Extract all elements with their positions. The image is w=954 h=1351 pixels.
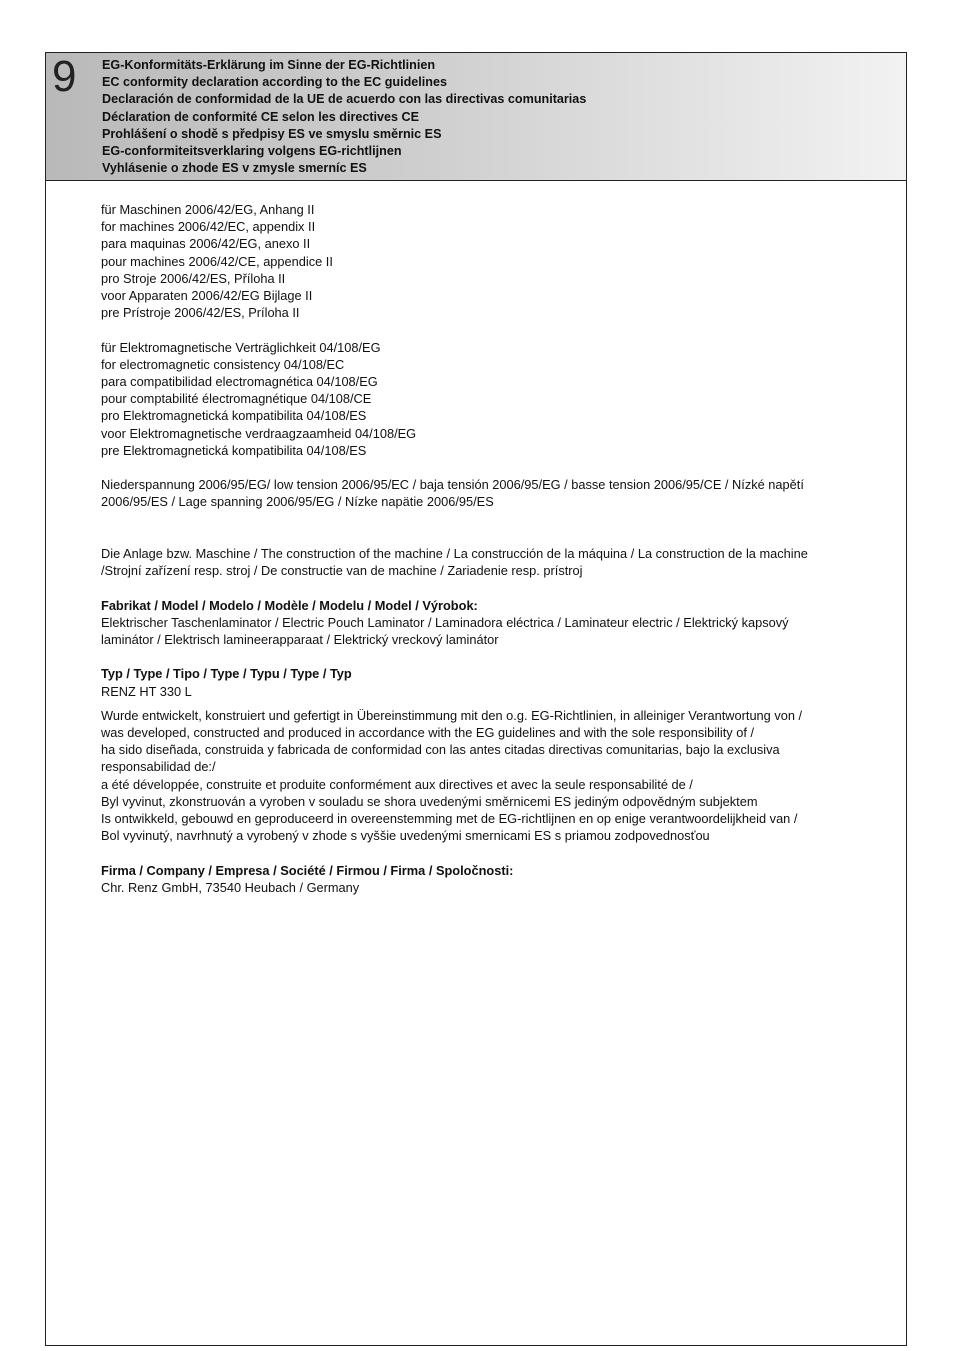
section-headings (102, 57, 586, 177)
emc-line: for electromagnetic consistency 04/108/EC (101, 356, 345, 372)
emc-directive-block (101, 339, 901, 459)
developed-block (101, 707, 901, 845)
emc-line: voor Elektromagnetische verdraagzaamheid 04/108/EG (101, 425, 417, 441)
machines-line: for machines 2006/42/EC, appendix II (101, 219, 316, 235)
machines-line: für Maschinen 2006/42/EG, Anhang II (101, 202, 315, 217)
developed-line: Byl vyvinut, zkonstruován a vyroben v souladu se shora uvedenými směrnicemi ES jediným odpovědným subjektem (101, 793, 758, 809)
developed-line: Is ontwikkeld, gebouwd en geproduceerd in overeenstemming met de EG-richtlijnen en op enige verantwoordelijkheid van / (101, 811, 798, 827)
company-label: Firma / Company / Empresa / Société / Firmou / Firma / Spoločnosti: (101, 862, 514, 878)
machines-line: para maquinas 2006/42/EG, anexo II (101, 236, 311, 252)
construction-line: /Strojní zařízení resp. stroj / De constructie van de machine / Zariadenie resp. prístroj (101, 563, 583, 579)
emc-line: pre Elektromagnetická kompatibilita 04/108/ES (101, 442, 367, 458)
type-block (101, 665, 901, 699)
section-header (46, 53, 906, 181)
type-value: RENZ HT 330 L (101, 683, 192, 699)
developed-line: ha sido diseñada, construida y fabricada de conformidad con las antes citadas directivas comunitarias, bajo la exclusiva (101, 742, 780, 758)
company-value: Chr. Renz GmbH, 73540 Heubach / Germany (101, 879, 360, 895)
developed-line: responsabilidad de:/ (101, 759, 216, 775)
section-number: 9 (52, 52, 77, 101)
product-block (101, 597, 901, 649)
declaration-body (101, 201, 901, 896)
product-line: laminátor / Elektrisch lamineerapparaat / Elektrický vreckový laminátor (101, 632, 499, 647)
low-voltage-line: Niederspannung 2006/95/EG/ low tension 2006/95/EC / baja tensión 2006/95/EG / basse tension 2006/95/CE / Nízké napětí (101, 477, 804, 493)
type-label: Typ / Type / Tipo / Type / Typu / Type / Typ (101, 666, 352, 682)
construction-line: Die Anlage bzw. Maschine / The construction of the machine / La construcción de la máquina / La construction de la machine (101, 546, 808, 561)
emc-line: para compatibilidad electromagnética 04/108/EG (101, 374, 378, 390)
low-voltage-line: 2006/95/ES / Lage spanning 2006/95/EG / Nízke napätie 2006/95/ES (101, 494, 494, 510)
machines-directive-block (101, 201, 901, 321)
heading-de: EG-Konformitäts-Erklärung im Sinne der EG-Richtlinien (102, 58, 436, 72)
heading-es: Declaración de conformidad de la UE de acuerdo con las directivas comunitarias (102, 92, 587, 107)
heading-sk: Vyhlásenie o zhode ES v zmysle smerníc ES (102, 161, 367, 176)
machines-line: voor Apparaten 2006/42/EG Bijlage II (101, 288, 313, 304)
emc-line: für Elektromagnetische Verträglichkeit 04/108/EG (101, 339, 381, 355)
developed-line: was developed, constructed and produced in accordance with the EG guidelines and with the sole responsibility of / (101, 725, 755, 740)
heading-nl: EG-conformiteitsverklaring volgens EG-richtlijnen (102, 144, 402, 159)
emc-line: pour comptabilité électromagnétique 04/108/CE (101, 391, 372, 407)
heading-fr: Déclaration de conformité CE selon les directives CE (102, 109, 420, 124)
product-line: Elektrischer Taschenlaminator / Electric Pouch Laminator / Laminadora eléctrica / Laminateur electric / Elektrický kapsový (101, 614, 789, 630)
low-voltage-block (101, 476, 901, 510)
construction-block (101, 545, 901, 579)
emc-line: pro Elektromagnetická kompatibilita 04/108/ES (101, 408, 367, 424)
product-label: Fabrikat / Model / Modelo / Modèle / Modelu / Model / Výrobok: (101, 597, 478, 613)
company-block (101, 862, 901, 896)
machines-line: pour machines 2006/42/CE, appendice II (101, 253, 333, 269)
developed-line: Bol vyvinutý, navrhnutý a vyrobený v zhode s vyššie uvedenými smernicami ES s priamou zodpovednosťou (101, 828, 710, 844)
developed-line: a été développée, construite et produite conformément aux directives et avec la seule responsabilité de / (101, 776, 693, 792)
heading-cs: Prohlášení o shodě s předpisy ES ve smyslu směrnic ES (102, 126, 442, 141)
machines-line: pre Prístroje 2006/42/ES, Príloha II (101, 305, 300, 321)
machines-line: pro Stroje 2006/42/ES, Příloha II (101, 270, 286, 286)
developed-line: Wurde entwickelt, konstruiert und gefertigt in Übereinstimmung mit den o.g. EG-Richtlinien, in alleiniger Verantwortung von / (101, 707, 803, 723)
heading-en: EC conformity declaration according to the EC guidelines (102, 75, 447, 90)
